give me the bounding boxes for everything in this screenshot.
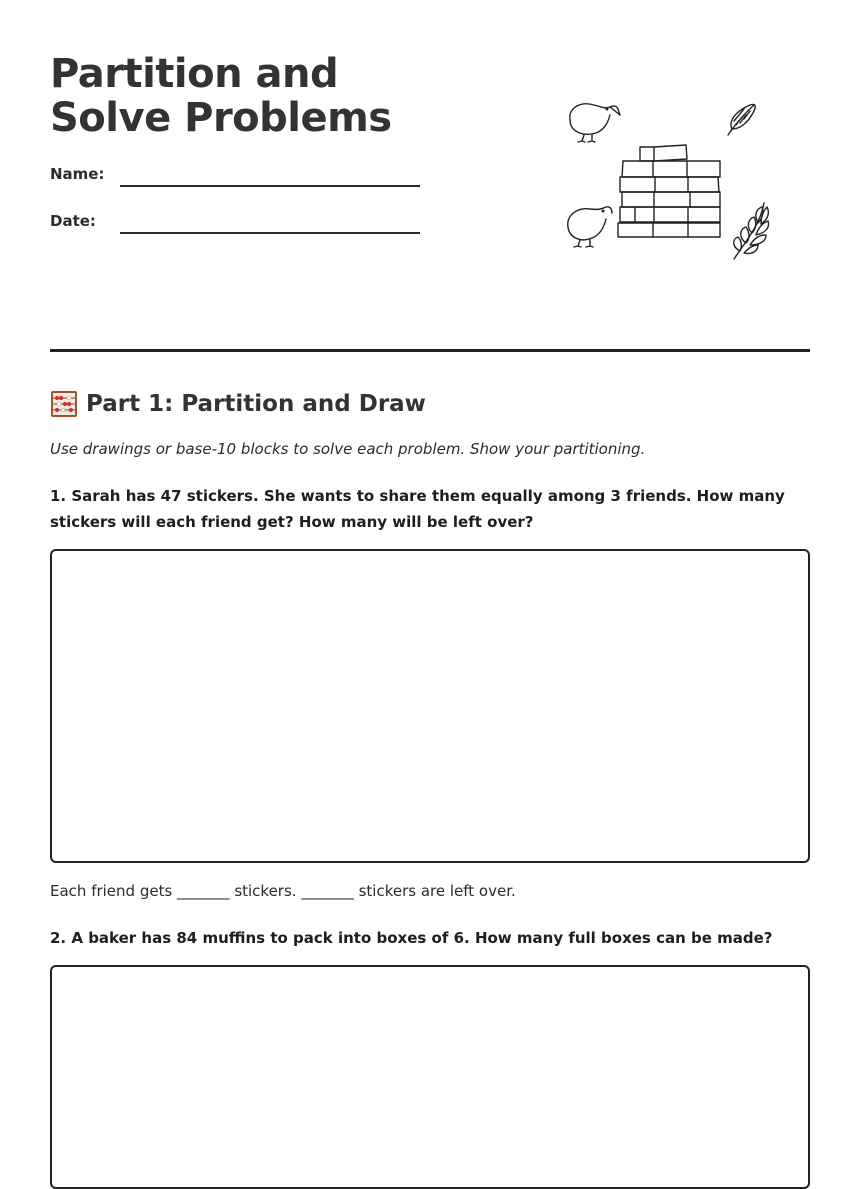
abacus-icon	[50, 390, 78, 418]
question-1-answer-line: Each friend gets _______ stickers. _______ stickers are left over.	[50, 882, 516, 900]
kiwi-bird-icon	[570, 104, 620, 142]
worksheet-title: Partition and Solve Problems	[50, 51, 392, 141]
name-write-line[interactable]	[120, 185, 420, 187]
date-label: Date:	[50, 212, 96, 230]
question-2-work-box[interactable]	[50, 965, 810, 1189]
part1-heading	[50, 388, 426, 420]
section-divider	[50, 349, 810, 352]
question-1-work-box[interactable]	[50, 549, 810, 863]
feather-icon	[728, 104, 755, 135]
date-write-line[interactable]	[120, 232, 420, 234]
kiwi-bird-icon	[568, 207, 612, 247]
name-field	[50, 165, 420, 191]
date-field	[50, 212, 420, 238]
part1-instructions: Use drawings or base-10 blocks to solve each problem. Show your partitioning.	[50, 440, 646, 458]
part1-heading-text: Part 1: Partition and Draw	[86, 391, 426, 417]
stone-blocks-icon	[618, 145, 720, 237]
fern-leaf-icon	[734, 203, 769, 259]
name-label: Name:	[50, 165, 105, 183]
header-illustration	[560, 95, 780, 265]
question-1: 1. Sarah has 47 stickers. She wants to share them equally among 3 friends. How many stickers will each friend get? How many will be left over?	[50, 487, 785, 531]
question-2: 2. A baker has 84 muffins to pack into boxes of 6. How many full boxes can be made?	[50, 929, 773, 947]
